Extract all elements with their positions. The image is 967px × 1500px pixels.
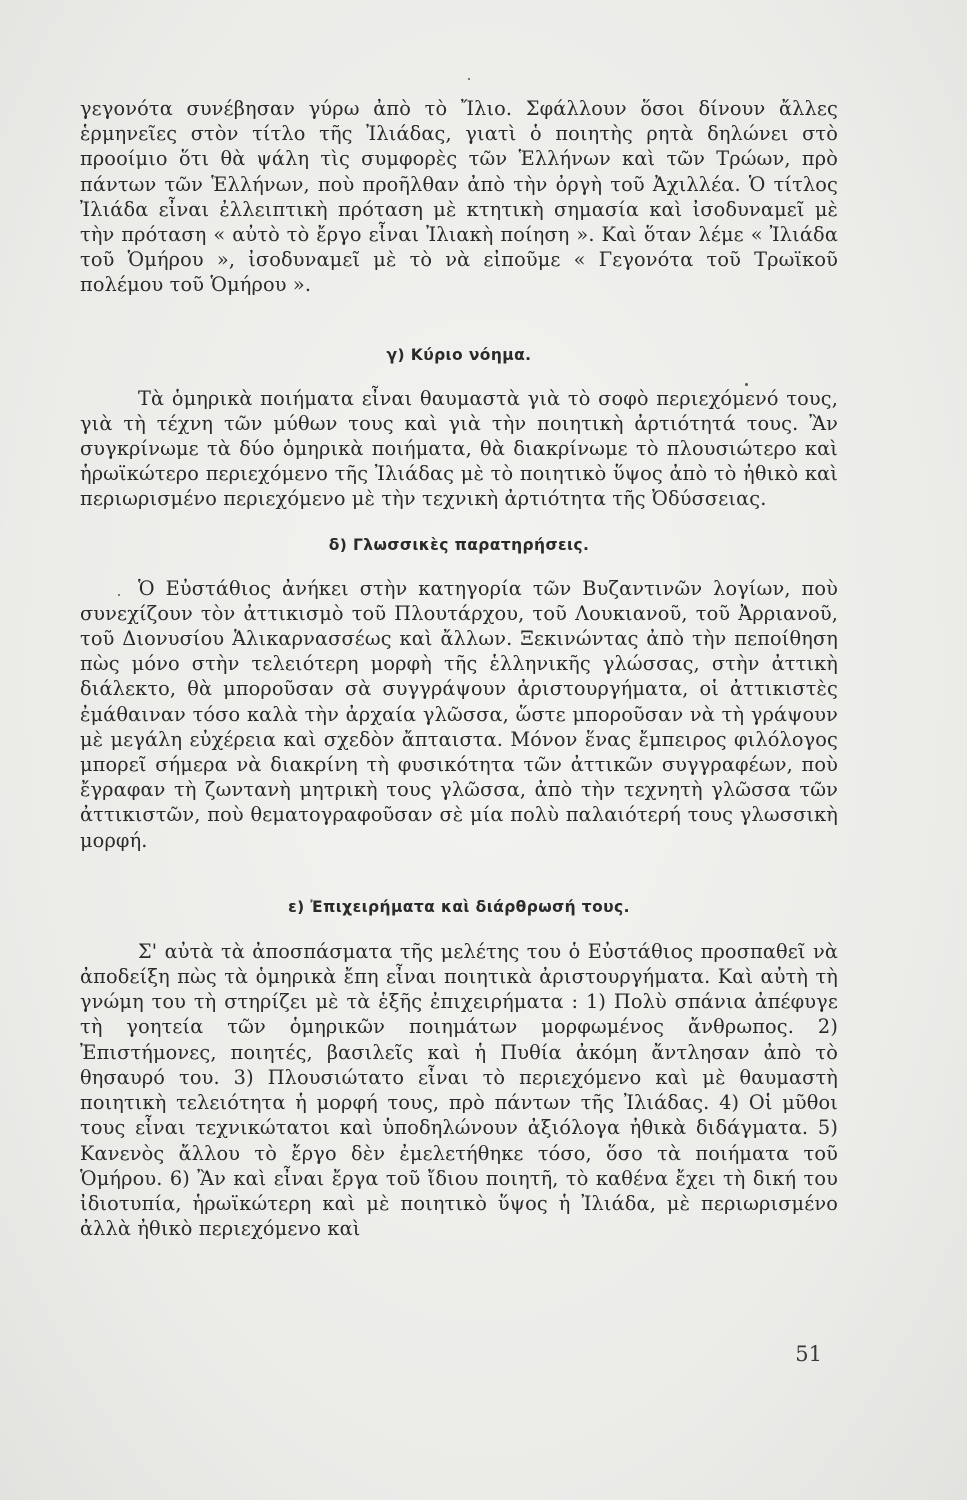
section-heading-arguments: ε) Ἐπιχειρήματα καὶ διάρθρωσή τους. bbox=[288, 897, 630, 916]
paragraph-title-meaning: γεγονότα συνέβησαν γύρω ἀπὸ τὸ Ἴλιο. Σφάλλουν ὅσοι δίνουν ἄλλες ἑρμηνεῖες στὸν τίτλο τῆς Ἰλιάδας, γιατὶ ὁ ποιητὴς ρητὰ δηλώνει στὸ προοίμιο ὅτι θὰ ψάλη τὶς συμφορὲς τῶν Ἑλλήνων καὶ τῶν Τρώων, πρὸ πάντων τῶν Ἑλλήνων, ποὺ προῆλθαν ἀπὸ τὴν ὀργὴ τοῦ Ἀχιλλέα. Ὁ τίτλος Ἰλιάδα εἶναι ἐλλειπτικὴ πρόταση μὲ κτητικὴ σημασία καὶ ἰσοδυναμεῖ μὲ τὴν πρόταση « αὐτὸ τὸ ἔργο εἶναι Ἰλιακὴ ποίηση ». Καὶ ὅταν λέμε « Ἰλιάδα τοῦ Ὁμήρου », ἰσοδυναμεῖ μὲ τὸ νὰ εἰποῦμε « Γεγονότα τοῦ Τρωϊκοῦ πολέμου τοῦ Ὁμήρου ». bbox=[80, 97, 838, 297]
paragraph-main-idea: Τὰ ὁμηρικὰ ποιήματα εἶναι θαυμαστὰ γιὰ τὸ σοφὸ περιεχόμενό τους, γιὰ τὴ τέχνη τῶν μύθων τους καὶ γιὰ τὴν ποιητικὴ ἀρτιότητά τους. Ἂν συγκρίνωμε τὰ δύο ὁμηρικὰ ποιήματα, θὰ διακρίνωμε τὸ πλουσιώτερο καὶ ἡρωϊκώτερο περιεχόμενο τῆς Ἰλιάδας μὲ τὸ ποιητικὸ ὕψος ἀπὸ τὸ ἠθικὸ καὶ περιωρισμένο περιεχόμενο μὲ τὴν τεχνικὴ ἀρτιότητα τῆς Ὀδύσσειας. bbox=[80, 386, 838, 511]
paragraph-language-notes: Ὁ Εὐστάθιος ἀνήκει στὴν κατηγορία τῶν Βυζαντινῶν λογίων, ποὺ συνεχίζουν τὸν ἀττικισμὸ τοῦ Πλουτάρχου, τοῦ Λουκιανοῦ, τοῦ Ἀρριανοῦ, τοῦ Διονυσίου Ἁλικαρνασσέως καὶ ἄλλων. Ξεκινώντας ἀπὸ τὴν πεποίθηση πὼς μόνο στὴν τελειότερη μορφὴ τῆς ἑλληνικῆς γλώσσας, στὴν ἀττικὴ διάλεκτο, θὰ μποροῦσαν σὰ συγγράψουν ἀριστουργήματα, οἱ ἀττικιστὲς ἐμάθαιναν τόσο καλὰ τὴν ἀρχαία γλῶσσα, ὥστε μποροῦσαν νὰ τὴ γράψουν μὲ μεγάλη εὐχέρεια καὶ σχεδὸν ἄπταιστα. Μόνον ἕνας ἔμπειρος φιλόλογος μπορεῖ σήμερα νὰ διακρίνη τὴ φυσικότητα τῶν ἀττικῶν συγγραφέων, ποὺ ἔγραφαν τὴ ζωντανὴ μητρικὴ τους γλῶσσα, ἀπὸ τὴν τεχνητὴ γλῶσσα τῶν ἀττικιστῶν, ποὺ θεματογραφοῦσαν σὲ μία πολὺ παλαιότερή τους γλωσσικὴ μορφή. bbox=[80, 576, 838, 852]
section-heading-main-idea: γ) Κύριο νόημα. bbox=[386, 345, 532, 364]
print-speck bbox=[468, 78, 470, 80]
page-number: 51 bbox=[795, 1342, 822, 1366]
section-heading-language-notes: δ) Γλωσσικὲς παρατηρήσεις. bbox=[328, 535, 590, 554]
paragraph-arguments: Σ' αὐτὰ τὰ ἀποσπάσματα τῆς μελέτης του ὁ Εὐστάθιος προσπαθεῖ νὰ ἀποδείξη πὼς τὰ ὁμηρικὰ ἔπη εἶναι ποιητικὰ ἀριστουργήματα. Καὶ αὐτὴ τὴ γνώμη του τὴ στηρίζει μὲ τὰ ἑξῆς ἐπιχειρήματα : 1) Πολὺ σπάνια ἀπέφυγε τὴ γοητεία τῶν ὁμηρικῶν ποιημάτων μορφωμένος ἄνθρωπος. 2) Ἐπιστήμονες, ποιητές, βασιλεῖς καὶ ἡ Πυθία ἀκόμη ἄντλησαν ἀπὸ τὸ θησαυρό του. 3) Πλουσιώτατο εἶναι τὸ περιεχόμενο καὶ μὲ θαυμαστὴ ποιητικὴ τελειότητα ἡ μορφή τους, πρὸ πάντων τῆς Ἰλιάδας. 4) Οἱ μῦθοι τους εἶναι τεχνικώτατοι καὶ ὑποδηλώνουν ἀξιόλογα ἠθικὰ διδάγματα. 5) Κανενὸς ἄλλου τὸ ἔργο δὲν ἐμελετήθηκε τόσο, ὅσο τὰ ποιήματα τοῦ Ὁμήρου. 6) Ἂν καὶ εἶναι ἔργα τοῦ ἴδιου ποιητῆ, τὸ καθένα ἔχει τὴ δική του ἰδιοτυπία, ἡρωϊκώτερη καὶ μὲ ποιητικὸ ὕψος ἡ Ἰλιάδα, μὲ περιωρισμένο ἀλλὰ ἠθικὸ περιεχόμενο καὶ bbox=[80, 939, 838, 1241]
print-speck bbox=[745, 383, 748, 386]
page-body bbox=[80, 96, 838, 1241]
print-speck bbox=[118, 594, 120, 596]
